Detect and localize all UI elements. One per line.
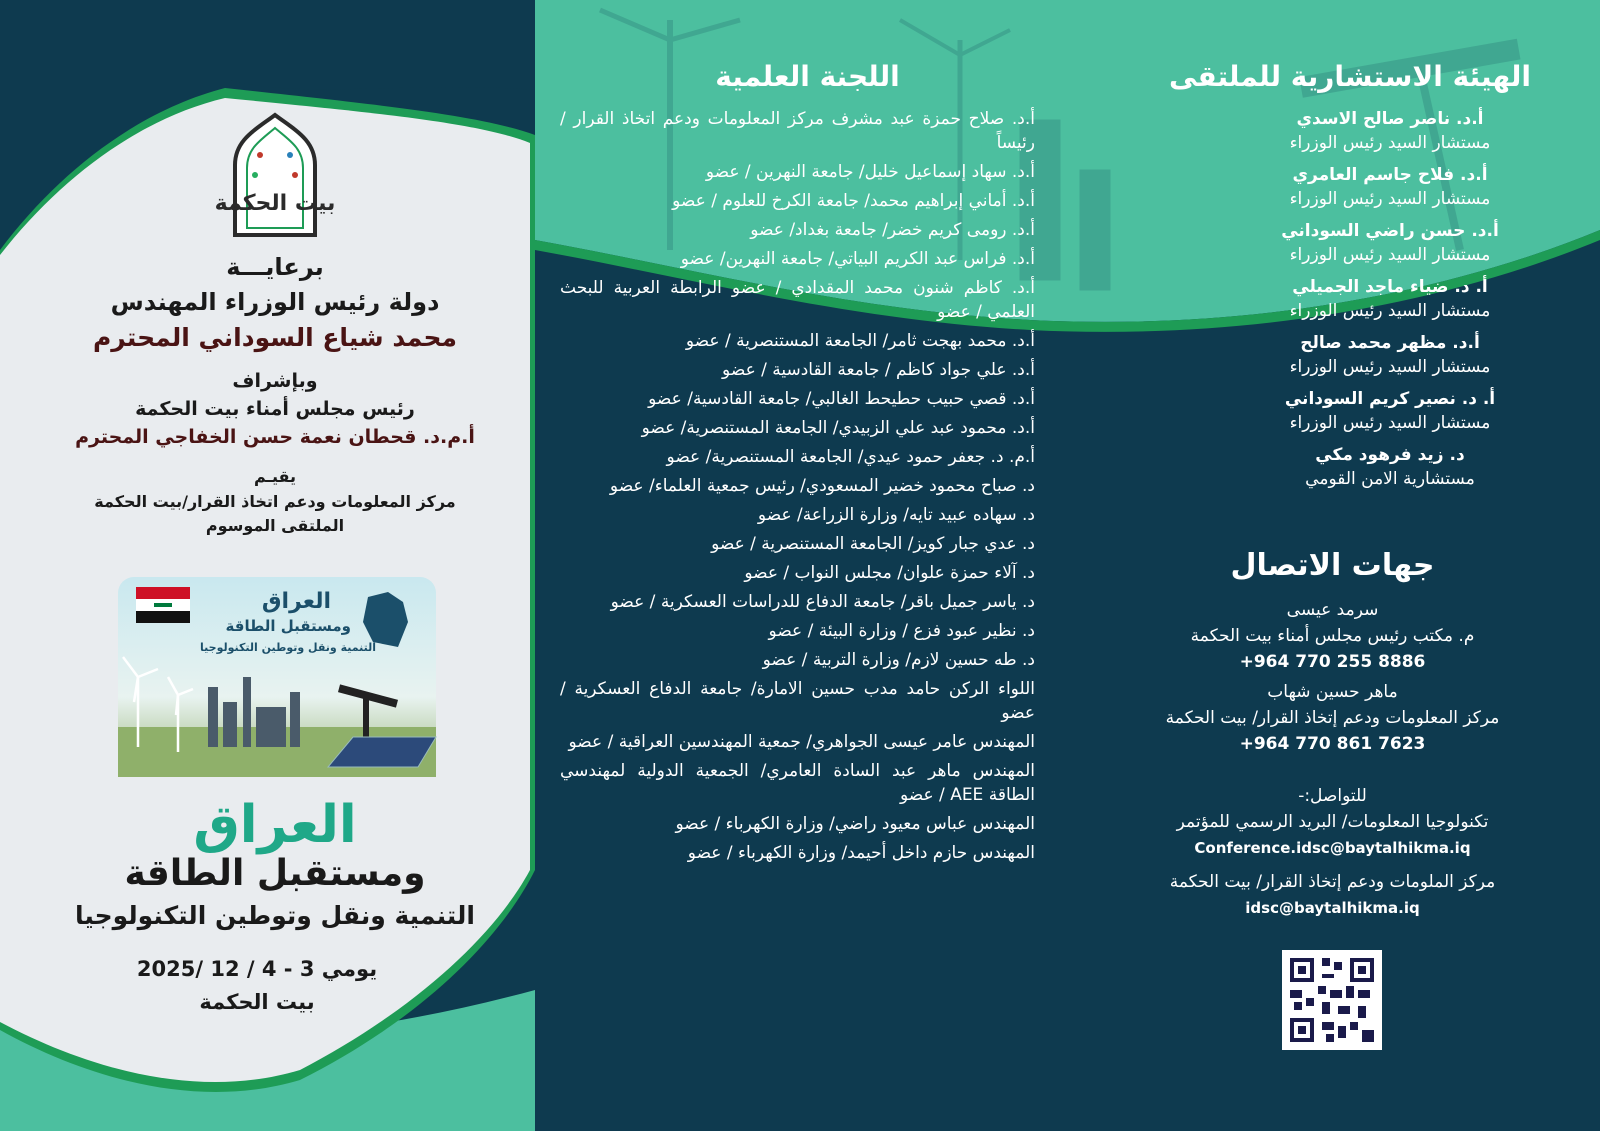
committee-member: المهندس عباس معيود راضي/ وزارة الكهرباء / عضو (675, 814, 1035, 834)
advisory-board-heading: الهيئة الاستشارية للملتقى (1168, 60, 1532, 93)
contact-2-role: مركز المعلومات ودعم إتخاذ القرار/ بيت الحكمة (1165, 708, 1500, 728)
presents-label: يقيـم (253, 467, 297, 486)
committee-member: د. نظير عبود فزع / وزارة البيئة / عضو (768, 621, 1035, 641)
advisor-name: أ. د. نصير كريم السوداني (1284, 389, 1496, 409)
scientific-committee-heading: اللجنة العلمية (715, 60, 900, 93)
event-title-sub: ومستقبل الطاقة (124, 853, 426, 894)
committee-member: د. عدي جبار كويز/ الجامعة المستنصرية / عضو (711, 534, 1035, 554)
advisory-board-list (1140, 107, 1560, 491)
scientific-committee-list (560, 107, 1055, 865)
committee-member: اللواء الركن حامد مدب حسين الامارة/ جامعة الدفاع العسكرية / عضو (560, 679, 1035, 723)
committee-member: أ.د. أماني إبراهيم محمد/ جامعة الكرخ للعلوم / عضو (672, 191, 1035, 211)
committee-member: د. صباح محمود خضير المسعودي/ رئيس جمعية العلماء/ عضو (609, 476, 1035, 496)
supervisor-title: رئيس مجلس أمناء بيت الحكمة (135, 398, 415, 420)
committee-member: أ.م. د. جعفر حمود عيدي/ الجامعة المستنصرية/ عضو (666, 447, 1035, 467)
qr-code[interactable] (1282, 950, 1382, 1050)
contact-1-phone[interactable]: +964 770 255 8886 (1239, 652, 1426, 672)
email-1-label: تكنولوجيا المعلومات/ البريد الرسمي للمؤتمر (1176, 812, 1489, 832)
patronage-panel (50, 95, 500, 1095)
committee-member: أ.د. محمود عبد علي الزبيدي/ الجامعة المستنصرية/ عضو (641, 418, 1035, 438)
contacts-section (1110, 548, 1555, 921)
committee-member: المهندس ماهر عبد السادة العامري/ الجمعية الدولية لمهندسي الطاقة AEE / عضو (560, 761, 1035, 805)
advisor-item (1140, 443, 1560, 491)
advisor-name: أ. د. ضياء ماجد الجميلي (1292, 277, 1488, 297)
advisor-item (1140, 387, 1560, 435)
advisor-role: مستشار السيد رئيس الوزراء (1289, 245, 1491, 265)
committee-member: أ.د. فراس عبد الكريم البياتي/ جامعة النهرين/ عضو (680, 249, 1035, 269)
advisor-role: مستشار السيد رئيس الوزراء (1289, 189, 1491, 209)
scientific-committee (560, 60, 1055, 870)
card-title: العراق (261, 589, 331, 614)
event-tagline: التنمية ونقل وتوطين التكنولوجيا (75, 901, 475, 930)
committee-member: المهندس حازم داخل أحيمد/ وزارة الكهرباء / عضو (687, 843, 1035, 863)
event-title-main: العراق (193, 795, 357, 855)
sponsor-intro: برعايـــة (226, 253, 324, 281)
advisor-name: أ.د. ناصر صالح الاسدي (1296, 109, 1484, 129)
committee-member: أ.د. كاظم شنون محمد المقدادي / عضو الرابطة العربية للبحث العلمي / عضو (560, 278, 1035, 322)
contact-1-role: م. مكتب رئيس مجلس أمناء بيت الحكمة (1190, 626, 1475, 646)
supervisor-name: أ.م.د. قحطان نعمة حسن الخفاجي المحترم (75, 426, 475, 448)
email-2-label: مركز الملومات ودعم إتخاذ القرار/ بيت الحكمة (1169, 872, 1496, 892)
sponsor-name: محمد شياع السوداني المحترم (92, 323, 458, 352)
supervision-intro: وبإشراف (232, 370, 318, 392)
advisor-role: مستشارية الامن القومي (1305, 469, 1475, 489)
committee-member: أ.د. قصي حبيب حطيحط الغالبي/ جامعة القادسية/ عضو (648, 389, 1035, 409)
advisor-name: أ.د. فلاح جاسم العامري (1292, 165, 1488, 185)
contact-2-name: ماهر حسين شهاب (1267, 682, 1398, 702)
advisor-item (1140, 219, 1560, 267)
committee-member: المهندس عامر عيسى الجواهري/ جمعية المهندسين العراقية / عضو (568, 732, 1035, 752)
advisor-name: أ.د. مظهر محمد صالح (1300, 333, 1480, 353)
advisor-name: د. زيد فرهود مكي (1315, 445, 1465, 465)
advisor-role: مستشار السيد رئيس الوزراء (1289, 357, 1491, 377)
committee-member: د. سهاده عبيد تايه/ وزارة الزراعة/ عضو (757, 505, 1035, 525)
contact-2-phone[interactable]: +964 770 861 7623 (1239, 734, 1426, 754)
card-tagline: التنمية ونقل وتوطين التكنولوجيا (200, 641, 376, 654)
sponsor-title: دولة رئيس الوزراء المهندس (110, 288, 440, 316)
email-1-link[interactable]: Conference.idsc@baytalhikma.iq (1194, 839, 1471, 857)
email-2-link[interactable]: idsc@baytalhikma.iq (1245, 899, 1420, 917)
event-venue: بيت الحكمة (199, 990, 315, 1014)
committee-member: أ.د. محمد بهجت ثامر/ الجامعة المستنصرية / عضو (685, 331, 1035, 351)
committee-member: د. ياسر جميل باقر/ جامعة الدفاع للدراسات العسكرية / عضو (610, 592, 1035, 612)
committee-member: أ.د. صلاح حمزة عبد مشرف مركز المعلومات ودعم اتخاذ القرار / رئيساً (560, 109, 1035, 153)
advisory-board (1140, 60, 1560, 499)
committee-member: د. طه حسين لازم/ وزارة التربية / عضو (762, 650, 1035, 670)
advisor-item (1140, 163, 1560, 211)
reach-label: للتواصل:- (1298, 786, 1367, 806)
organizer: مركز المعلومات ودعم اتخاذ القرار/بيت الحكمة (94, 492, 456, 511)
card-subtitle: ومستقبل الطاقة (225, 617, 351, 635)
bayt-al-hikma-logo (214, 110, 336, 240)
advisor-role: مستشار السيد رئيس الوزراء (1289, 133, 1491, 153)
committee-member: د. آلاء حمزة علوان/ مجلس النواب / عضو (744, 563, 1035, 583)
event-poster-image (118, 577, 436, 777)
committee-member: أ.د. علي جواد كاظم / جامعة القادسية / عضو (722, 360, 1035, 380)
logo-text: بيت الحكمة (214, 191, 336, 216)
iraq-map-icon (363, 592, 408, 647)
advisor-item (1140, 107, 1560, 155)
committee-member: أ.د. رومى كريم خضر/ جامعة بغداد/ عضو (750, 220, 1035, 240)
iraq-flag-icon (136, 587, 190, 623)
contacts-heading: جهات الاتصال (1230, 548, 1435, 583)
contact-1-name: سرمد عيسى (1286, 600, 1379, 620)
advisor-role: مستشار السيد رئيس الوزراء (1289, 413, 1491, 433)
committee-member: أ.د. سهاد إسماعيل خليل/ جامعة النهرين / عضو (705, 162, 1035, 182)
event-type: الملتقى الموسوم (205, 516, 345, 535)
advisor-name: أ.د. حسن راضي السوداني (1281, 221, 1499, 241)
advisor-role: مستشار السيد رئيس الوزراء (1289, 301, 1491, 321)
advisor-item (1140, 331, 1560, 379)
event-date: يومي 3 - 4 / 12 /2025 (136, 957, 378, 981)
advisor-item (1140, 275, 1560, 323)
